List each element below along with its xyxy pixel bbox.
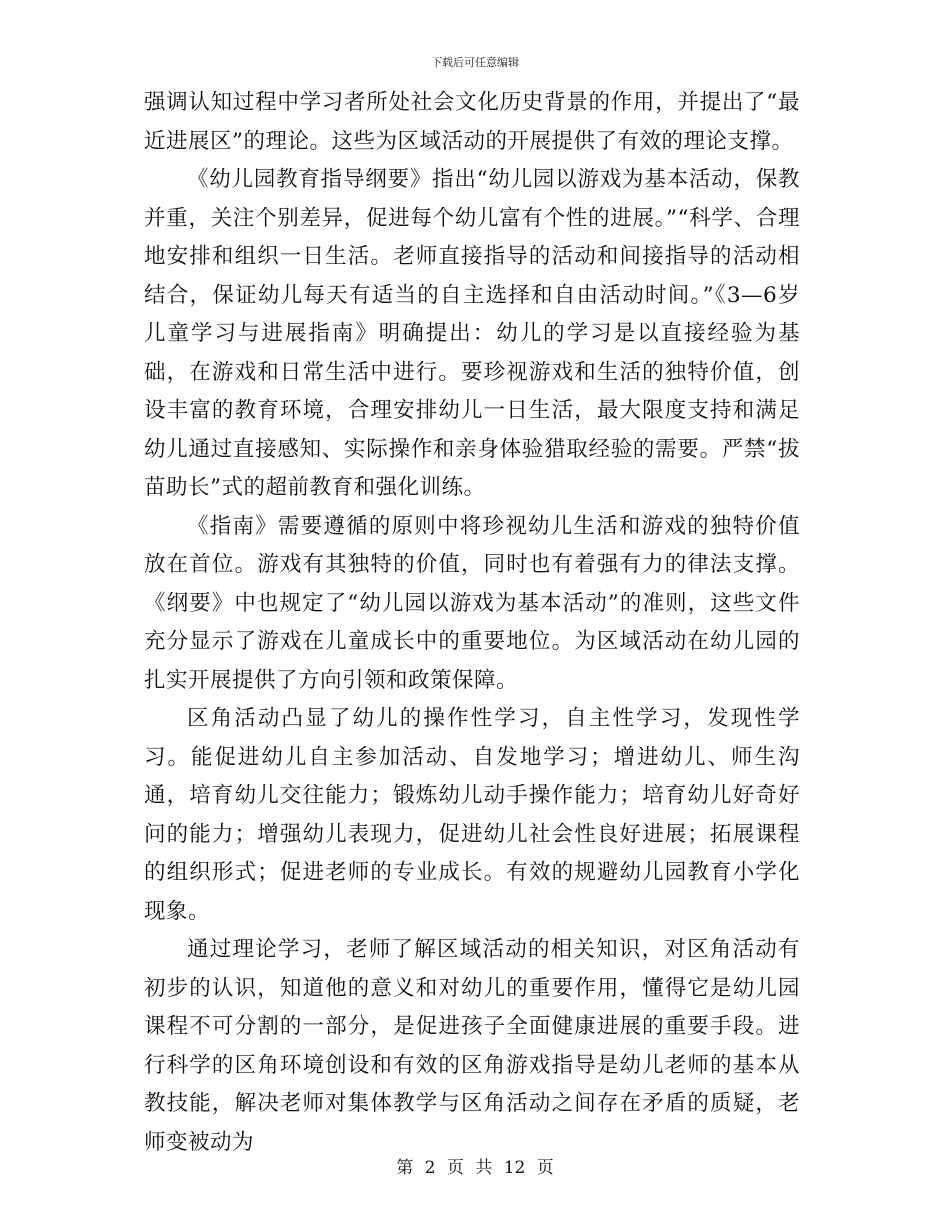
paragraph-5: 通过理论学习，老师了解区域活动的相关知识，对区角活动有初步的认识，知道他的意义和对幼儿的重要作用，懂得它是幼儿园课程不可分割的一部分，是促进孩子全面健康进展的重要手段。进行科学的区角环境创设和有效的区角游戏指导是幼儿老师的基本从教技能，解决老师对集体教学与区角活动之间存在矛盾的质疑，老师变被动为: [144, 937, 800, 1155]
page-header: 下载后可任意编辑: [431, 56, 519, 69]
page-number-footer: 第 2 页 共 12 页: [396, 1158, 554, 1178]
paragraph-3: 《指南》需要遵循的原则中将珍视幼儿生活和游戏的独特价值放在首位。游戏有其独特的价值，同时也有着强有力的律法支撑。《纲要》中也规定了“幼儿园以游戏为基本活动”的准则，这些文件充分显示了游戏在儿童成长中的重要地位。为区域活动在幼儿园的扎实开展提供了方向引领和政策保障。: [144, 513, 800, 693]
paragraph-4: 区角活动凸显了幼儿的操作性学习，自主性学习，发现性学习。能促进幼儿自主参加活动、自发地学习；增进幼儿、师生沟通，培育幼儿交往能力；锻炼幼儿动手操作能力；培育幼儿好奇好问的能力；增强幼儿表现力，促进幼儿社会性良好进展；拓展课程的组织形式；促进老师的专业成长。有效的规避幼儿园教育小学化现象。: [144, 706, 800, 924]
paragraph-2: 《幼儿园教育指导纲要》指出“幼儿园以游戏为基本活动，保教并重，关注个别差异，促进每个幼儿富有个性的进展。”“科学、合理地安排和组织一日生活。老师直接指导的活动和间接指导的活动相结合，保证幼儿每天有适当的自主选择和自由活动时间。”《3—6岁儿童学习与进展指南》明确提出：幼儿的学习是以直接经验为基础，在游戏和日常生活中进行。要珍视游戏和生活的独特价值，创设丰富的教育环境，合理安排幼儿一日生活，最大限度支持和满足幼儿通过直接感知、实际操作和亲身体验猎取经验的需要。严禁“拔苗助长”式的超前教育和强化训练。: [144, 167, 800, 500]
paragraph-1: 强调认知过程中学习者所处社会文化历史背景的作用，并提出了“最近进展区”的理论。这些为区域活动的开展提供了有效的理论支撑。: [144, 90, 800, 154]
document-body: [144, 84, 800, 1162]
